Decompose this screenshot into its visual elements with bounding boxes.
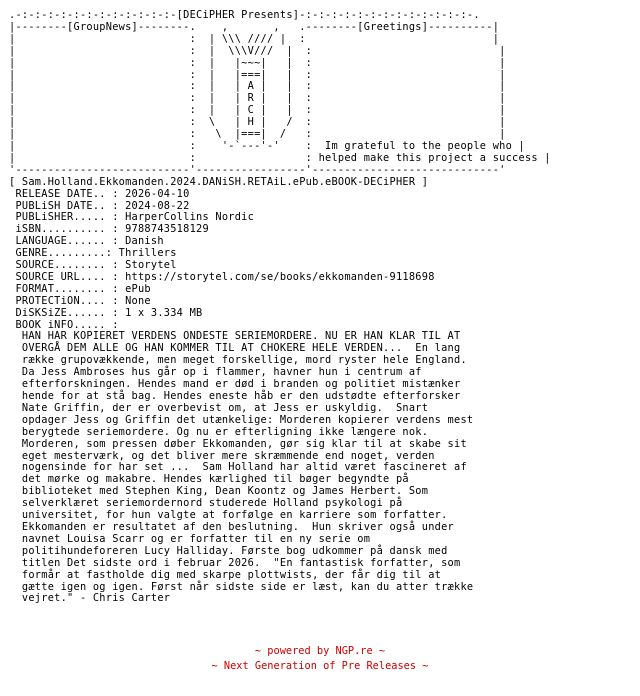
- footer-tagline: ~ Next Generation of Pre Releases ~: [211, 660, 429, 672]
- footer-powered-by: ~ powered by NGP.re ~: [254, 645, 386, 657]
- nfo-text: .-:-:-:-:-:-:-:-:-:-:-:-:-[DECiPHER Presents]-:-:-:-:-:-:-:-:-:-:-:-:-:-. |--------[GroupNews]--------. , , .--------[Greetings]----------| | : | \\\ //// | : | | : | \\\V/// | : | | : | |~~~| | : | | : | |===| | : | | : | | A | | : | | : | | R | | : | | : | | C | | : | | : \ | H | / : | | : \ |===| / : | | : '-`---'-' : Im grateful to the people who | | : : helped make this project a success | '---------------------------'-----------------'-----------------------------' [ Sam.Holland.Ekkomanden.2024.DANiSH.RETAiL.ePub.eBOOK-DECiPHER ] RELEASE DATE.. : 2026-04-10 PUBLiSH DATE.. : 2024-08-22 PUBLiSHER..... : HarperCollins Nordic iSBN.......... : 9788743518129 LANGUAGE...... : Danish GENRE.........: Thrillers SOURCE........ : Storytel SOURCE URL.... : https://storytel.com/se/books/ekkomanden-9118698 FORMAT........ : ePub PROTECTiON.... : None DiSKSiZE...... : 1 x 3.334 MB BOOK iNFO..... : HAN HAR KOPIERET VERDENS ONDESTE SERIEMORDERE. NU ER HAN KLAR TIL AT OVERGÅ DEM ALLE OG HAN KOMMER TIL AT CHOKERE HELE VERDEN... En lang række grupovækkende, men meget forskellige, mord ryster hele England. Da Jess Ambroses hus går op i flammer, havner hun i centrum af efterforskningen. Hendes mand er død i branden og politiet mistænker hende for at stå bag. Hendes eneste håb er den udstødte efterforsker Nate Griffin, der er overbevist om, at Jess er uskyldig. Snart opdager Jess og Griffin det utænkelige: Morderen kopierer verdens mest berygtede seriemordere. Og nu er efterligning ikke længere nok. Morderen, som pressen døber Ekkomanden, gør sig klar til at skabe sit eget mesterværk, og det bliver mere skræmmende end noget, verden nogensinde for har set ... Sam Holland har altid været fascineret af det mørke og makabre. Hendes kærlighed til bøger begyndte på biblioteket med Stephen King, Dean Koontz og James Herbert. Som selverklæret seriemordernord studerede Holland psykologi på universitet, for hun valgte at forfølge en karriere som forfatter. Ekkomanden er resultatet af den beslutning. Hun skriver også under navnet Louisa Scarr og er forfatter til en ny serie om politihundeforeren Lucy Halliday. Første bog udkommer på dansk med titlen Det sidste ord i februar 2026. "En fantastisk forfatter, som formår at fastholde dig med skarpe plottwists, der får dig til at gætte igen og igen. Først når sidste side er læst, kan du atter trække vejret." - Chris Carter: [9, 9, 551, 605]
